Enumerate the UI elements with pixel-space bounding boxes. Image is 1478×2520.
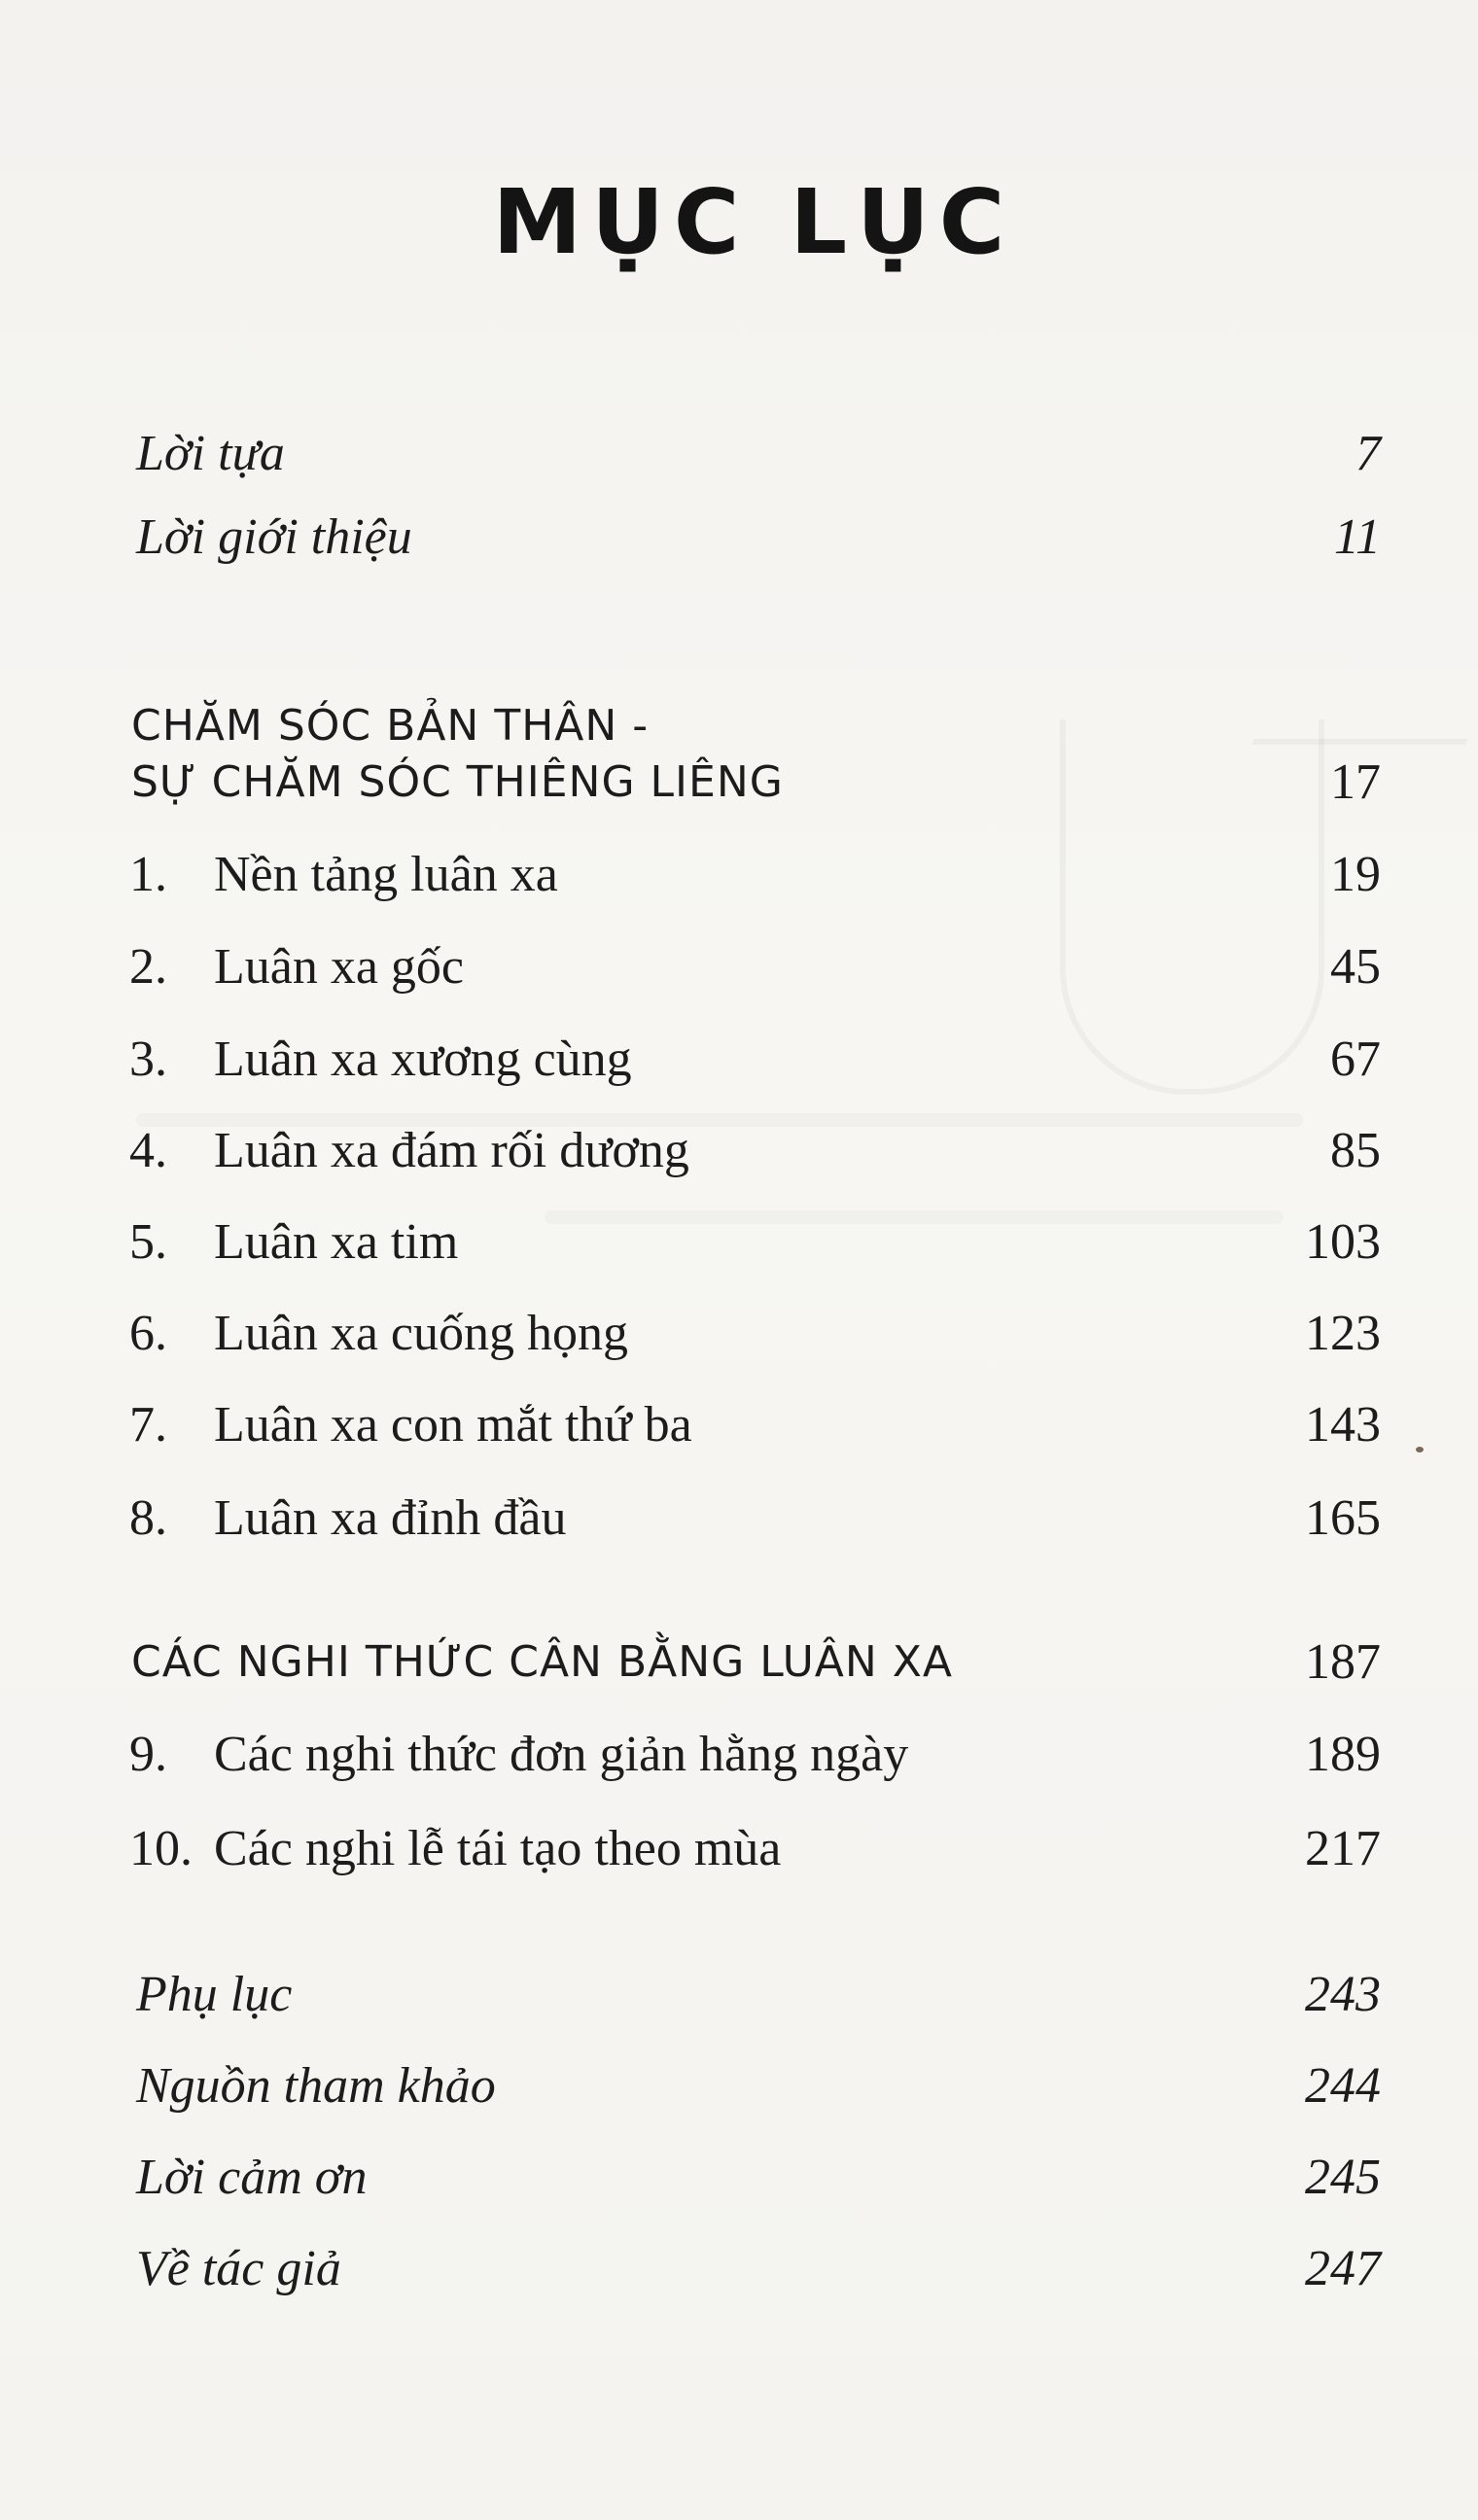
- toc-entry-page: 245: [1305, 2150, 1381, 2205]
- chapter-number: 5.: [129, 1214, 167, 1270]
- toc-entry-page: 45: [1330, 939, 1381, 995]
- toc-entry-acknowledgements: [0, 2139, 1478, 2217]
- chapter-number: 4.: [129, 1123, 167, 1178]
- chapter-title: Luân xa xương cùng: [214, 1032, 632, 1087]
- toc-entry-page: 247: [1305, 2241, 1381, 2296]
- toc-entry-page: 189: [1305, 1727, 1381, 1782]
- toc-entry-page: 165: [1305, 1490, 1381, 1546]
- toc-entry-label: Lời giới thiệu: [136, 509, 412, 565]
- toc-chapter-2: [0, 928, 1478, 1006]
- section-heading-text: CHĂM SÓC BẢN THÂN -: [131, 701, 650, 751]
- toc-entry-page: 123: [1305, 1306, 1381, 1361]
- toc-entry-page: 143: [1305, 1397, 1381, 1452]
- toc-entry-page: 19: [1330, 847, 1381, 902]
- chapter-number: 3.: [129, 1032, 167, 1087]
- chapter-title: Luân xa đám rối dương: [214, 1123, 689, 1178]
- section-heading-text: CÁC NGHI THỨC CÂN BẰNG LUÂN XA: [131, 1637, 954, 1687]
- chapter-title: Các nghi thức đơn giản hằng ngày: [214, 1727, 909, 1782]
- toc-entry-label: Lời cảm ơn: [136, 2150, 368, 2205]
- toc-entry-preface: [0, 415, 1478, 493]
- toc-entry-appendix: [0, 1956, 1478, 2034]
- toc-entry-introduction: [0, 499, 1478, 577]
- toc-entry-page: 217: [1305, 1821, 1381, 1876]
- toc-chapter-1: [0, 836, 1478, 914]
- toc-entry-about-author: [0, 2230, 1478, 2308]
- toc-part2-heading: [0, 1624, 1478, 1701]
- toc-entry-page: 11: [1333, 509, 1381, 565]
- toc-chapter-8: [0, 1480, 1478, 1558]
- toc-entry-page: 244: [1305, 2058, 1381, 2114]
- chapter-title: Luân xa cuống họng: [214, 1306, 629, 1361]
- chapter-number: 8.: [129, 1490, 167, 1546]
- chapter-title: Luân xa con mắt thứ ba: [214, 1397, 692, 1452]
- toc-entry-page: 187: [1305, 1634, 1381, 1690]
- toc-part1-heading-line2: [0, 744, 1478, 822]
- toc-entry-references: [0, 2048, 1478, 2125]
- page-title: MỤC LỤC: [492, 170, 1015, 274]
- toc-chapter-6: [0, 1295, 1478, 1373]
- toc-entry-page: 17: [1330, 754, 1381, 810]
- chapter-title: Luân xa đỉnh đầu: [214, 1490, 567, 1546]
- toc-chapter-4: [0, 1112, 1478, 1190]
- toc-entry-page: 85: [1330, 1123, 1381, 1178]
- chapter-number: 9.: [129, 1727, 167, 1782]
- toc-entry-page: 243: [1305, 1967, 1381, 2022]
- chapter-title: Luân xa tim: [214, 1214, 459, 1270]
- toc-chapter-9: [0, 1716, 1478, 1794]
- section-heading-text: SỰ CHĂM SÓC THIÊNG LIÊNG: [131, 757, 784, 807]
- toc-entry-label: Phụ lục: [136, 1967, 293, 2022]
- chapter-number: 2.: [129, 939, 167, 995]
- chapter-title: Nền tảng luân xa: [214, 847, 558, 902]
- toc-chapter-7: [0, 1386, 1478, 1464]
- chapter-title: Các nghi lễ tái tạo theo mùa: [214, 1821, 782, 1876]
- toc-entry-page: 67: [1330, 1032, 1381, 1087]
- toc-chapter-3: [0, 1021, 1478, 1099]
- chapter-number: 10.: [129, 1821, 193, 1876]
- toc-entry-label: Nguồn tham khảo: [136, 2058, 496, 2114]
- chapter-number: 1.: [129, 847, 167, 902]
- toc-chapter-10: [0, 1810, 1478, 1888]
- toc-chapter-5: [0, 1204, 1478, 1281]
- toc-entry-page: 103: [1305, 1214, 1381, 1270]
- chapter-number: 6.: [129, 1306, 167, 1361]
- toc-entry-label: Lời tựa: [136, 426, 285, 481]
- chapter-number: 7.: [129, 1397, 167, 1452]
- toc-entry-page: 7: [1355, 426, 1381, 481]
- chapter-title: Luân xa gốc: [214, 939, 465, 995]
- toc-entry-label: Về tác giả: [136, 2241, 341, 2296]
- paper-speck: [1416, 1447, 1424, 1452]
